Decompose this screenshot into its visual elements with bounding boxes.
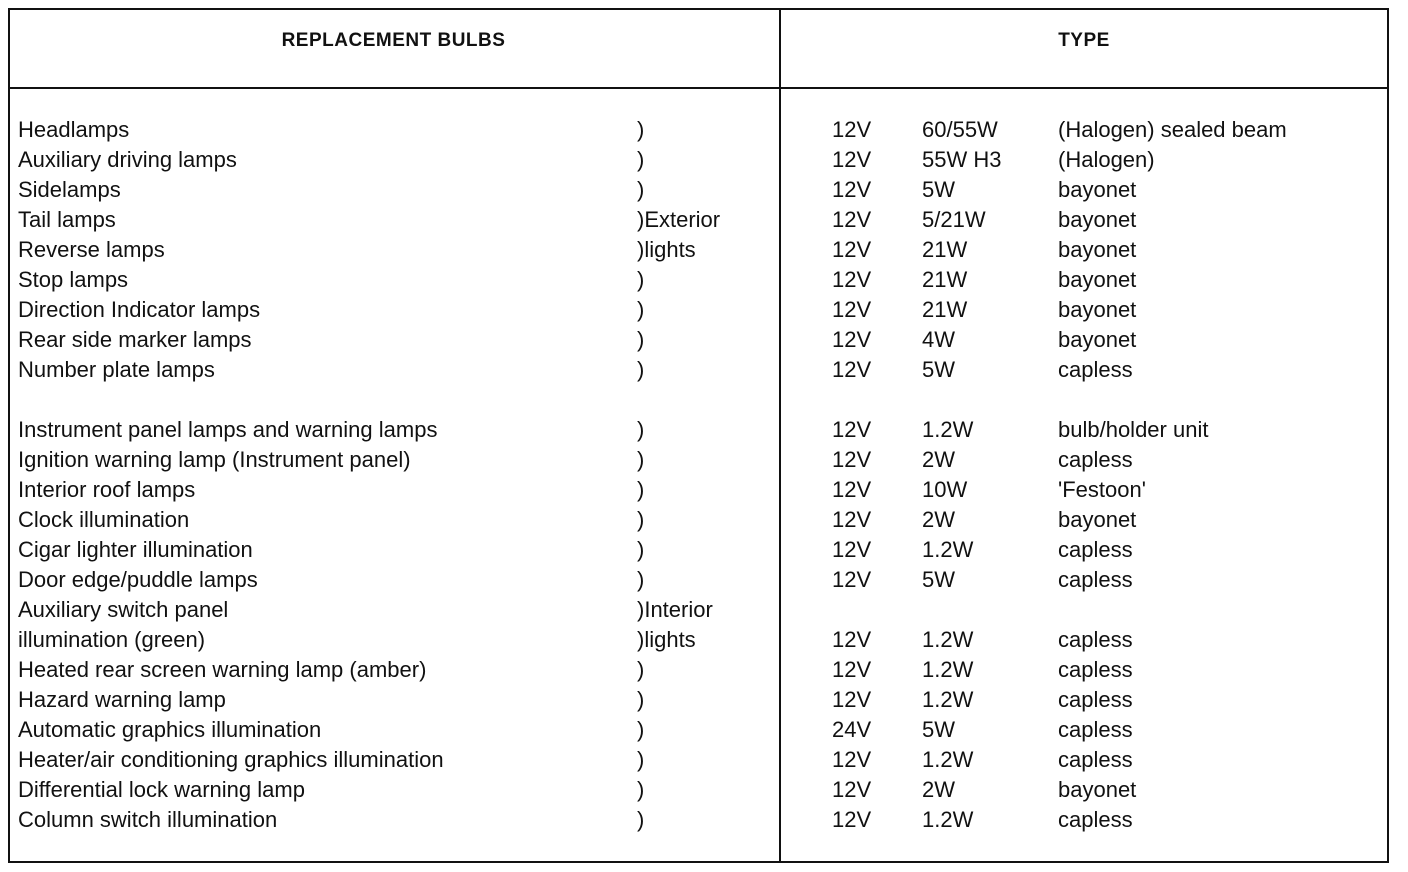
bulb-name: Auxiliary switch panel — [18, 597, 229, 622]
bulb-type: bayonet — [1058, 267, 1137, 292]
bulb-name: illumination (green) — [18, 627, 206, 652]
wattage: 2W — [922, 507, 955, 532]
voltage: 12V — [832, 237, 872, 262]
voltage: 12V — [832, 177, 872, 202]
wattage: 21W — [922, 237, 968, 262]
table-row — [0, 175, 1408, 205]
bulb-name: Door edge/puddle lamps — [18, 567, 258, 592]
bulb-name: Headlamps — [18, 117, 130, 142]
bulb-type: capless — [1058, 357, 1133, 382]
table-row — [0, 565, 1408, 595]
wattage: 1.2W — [922, 657, 974, 682]
wattage: 1.2W — [922, 537, 974, 562]
voltage: 12V — [832, 207, 872, 232]
voltage: 12V — [832, 507, 872, 532]
wattage: 5W — [922, 567, 955, 592]
group-label: ) — [637, 807, 645, 832]
group-label: ) — [637, 507, 645, 532]
voltage: 12V — [832, 747, 872, 772]
group-label: ) — [637, 657, 645, 682]
group-label: ) — [637, 477, 645, 502]
voltage: 12V — [832, 477, 872, 502]
wattage: 5/21W — [922, 207, 986, 232]
group-label: ) — [637, 117, 645, 142]
group-label: ) — [637, 177, 645, 202]
bulb-name: Sidelamps — [18, 177, 121, 202]
bulb-name: Automatic graphics illumination — [18, 717, 322, 742]
table-row — [0, 205, 1408, 235]
table-row — [0, 655, 1408, 685]
voltage: 12V — [832, 447, 872, 472]
voltage: 12V — [832, 537, 872, 562]
table-row — [0, 775, 1408, 805]
table-row — [0, 625, 1408, 655]
group-label: ) — [637, 447, 645, 472]
group-label: )lights — [637, 627, 696, 652]
table-row — [0, 235, 1408, 265]
wattage: 55W H3 — [922, 147, 1002, 172]
header-type: TYPE — [1058, 30, 1110, 51]
group-label: ) — [637, 357, 645, 382]
table-row — [0, 115, 1408, 145]
bulb-type: bayonet — [1058, 297, 1137, 322]
bulb-name: Number plate lamps — [18, 357, 215, 382]
group-label: ) — [637, 327, 645, 352]
wattage: 1.2W — [922, 417, 974, 442]
bulb-name: Column switch illumination — [18, 807, 278, 832]
table-row — [0, 415, 1408, 445]
bulb-type: bayonet — [1058, 177, 1137, 202]
bulb-type: 'Festoon' — [1058, 477, 1146, 502]
voltage: 12V — [832, 627, 872, 652]
bulb-name: Heated rear screen warning lamp (amber) — [18, 657, 427, 682]
voltage: 12V — [832, 417, 872, 442]
bulb-name: Hazard warning lamp — [18, 687, 226, 712]
group-label: ) — [637, 417, 645, 442]
group-label: ) — [637, 537, 645, 562]
wattage: 5W — [922, 357, 955, 382]
voltage: 12V — [832, 687, 872, 712]
bulb-type: bayonet — [1058, 507, 1137, 532]
voltage: 24V — [832, 717, 872, 742]
table-row — [0, 535, 1408, 565]
group-label: )lights — [637, 237, 696, 262]
group-label: ) — [637, 717, 645, 742]
table-row — [0, 805, 1408, 835]
voltage: 12V — [832, 657, 872, 682]
wattage: 2W — [922, 447, 955, 472]
table-row — [0, 145, 1408, 175]
table-row — [0, 685, 1408, 715]
bulb-name: Auxiliary driving lamps — [18, 147, 237, 172]
table-row — [0, 295, 1408, 325]
group-label: ) — [637, 777, 645, 802]
group-label: ) — [637, 147, 645, 172]
group-label: ) — [637, 297, 645, 322]
group-label: ) — [637, 687, 645, 712]
bulb-type: capless — [1058, 657, 1133, 682]
bulb-name: Stop lamps — [18, 267, 129, 292]
wattage: 2W — [922, 777, 955, 802]
voltage: 12V — [832, 117, 872, 142]
voltage: 12V — [832, 147, 872, 172]
wattage: 10W — [922, 477, 968, 502]
bulb-type: capless — [1058, 537, 1133, 562]
header-replacement-bulbs: REPLACEMENT BULBS — [281, 30, 506, 51]
bulb-name: Interior roof lamps — [18, 477, 196, 502]
wattage: 21W — [922, 267, 968, 292]
bulb-name: Cigar lighter illumination — [18, 537, 253, 562]
bulb-name: Direction Indicator lamps — [18, 297, 261, 322]
bulb-type: capless — [1058, 747, 1133, 772]
voltage: 12V — [832, 297, 872, 322]
bulb-name: Differential lock warning lamp — [18, 777, 305, 802]
bulb-type: bayonet — [1058, 327, 1137, 352]
bulb-name: Instrument panel lamps and warning lamps — [18, 417, 438, 442]
bulb-name: Tail lamps — [18, 207, 116, 232]
bulb-type: capless — [1058, 627, 1133, 652]
group-label: ) — [637, 267, 645, 292]
group-label: ) — [637, 747, 645, 772]
wattage: 5W — [922, 717, 955, 742]
voltage: 12V — [832, 807, 872, 832]
bulb-name: Rear side marker lamps — [18, 327, 252, 352]
table-row — [0, 475, 1408, 505]
bulb-name: Reverse lamps — [18, 237, 165, 262]
bulb-type: bulb/holder unit — [1058, 417, 1209, 442]
wattage: 1.2W — [922, 687, 974, 712]
table-row — [0, 595, 1408, 625]
voltage: 12V — [832, 567, 872, 592]
bulb-type: capless — [1058, 447, 1133, 472]
bulb-type: capless — [1058, 687, 1133, 712]
wattage: 1.2W — [922, 807, 974, 832]
wattage: 1.2W — [922, 747, 974, 772]
header-divider — [8, 87, 1389, 89]
wattage: 60/55W — [922, 117, 998, 142]
bulb-name: Ignition warning lamp (Instrument panel) — [18, 447, 411, 472]
bulb-name: Heater/air conditioning graphics illumination — [18, 747, 444, 772]
bulb-type: bayonet — [1058, 207, 1137, 232]
bulb-type: bayonet — [1058, 237, 1137, 262]
table-row — [0, 265, 1408, 295]
voltage: 12V — [832, 777, 872, 802]
group-label: ) — [637, 567, 645, 592]
table-row — [0, 745, 1408, 775]
voltage: 12V — [832, 357, 872, 382]
table-row — [0, 715, 1408, 745]
table-row — [0, 355, 1408, 385]
bulb-type: capless — [1058, 717, 1133, 742]
bulb-type: (Halogen) sealed beam — [1058, 117, 1287, 142]
wattage: 5W — [922, 177, 955, 202]
group-label: )Interior — [637, 597, 713, 622]
voltage: 12V — [832, 267, 872, 292]
group-label: )Exterior — [637, 207, 721, 232]
table-row — [0, 325, 1408, 355]
bulb-type: capless — [1058, 807, 1133, 832]
table-row — [0, 445, 1408, 475]
wattage: 4W — [922, 327, 955, 352]
bulb-name: Clock illumination — [18, 507, 190, 532]
wattage: 21W — [922, 297, 968, 322]
bulb-type: bayonet — [1058, 777, 1137, 802]
bulb-type: capless — [1058, 567, 1133, 592]
table-row — [0, 505, 1408, 535]
bulb-type: (Halogen) — [1058, 147, 1155, 172]
wattage: 1.2W — [922, 627, 974, 652]
voltage: 12V — [832, 327, 872, 352]
